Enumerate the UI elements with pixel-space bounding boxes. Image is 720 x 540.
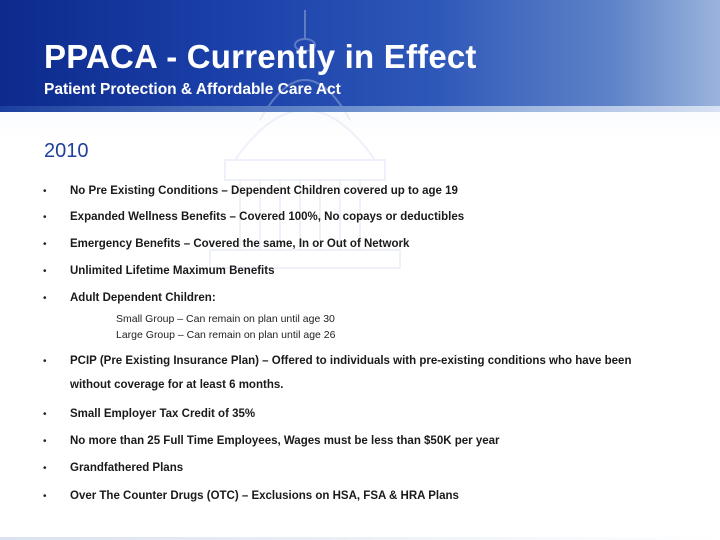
sub-item: Large Group – Can remain on plan until age 26 <box>116 329 336 341</box>
bullet-marker: • <box>43 186 47 197</box>
bullet-item: Emergency Benefits – Covered the same, In or Out of Network <box>70 238 410 250</box>
bullet-item: Expanded Wellness Benefits – Covered 100%, No copays or deductibles <box>70 211 465 223</box>
bullet-marker: • <box>43 293 47 304</box>
bullet-item: Grandfathered Plans <box>70 462 184 474</box>
sub-item: Small Group – Can remain on plan until age 30 <box>116 313 335 325</box>
bullet-marker: • <box>43 212 47 223</box>
bullet-marker: • <box>43 491 47 502</box>
bullet-item: Unlimited Lifetime Maximum Benefits <box>70 265 275 277</box>
bullet-item: No Pre Existing Conditions – Dependent Children covered up to age 19 <box>70 185 458 197</box>
bullet-item: Adult Dependent Children: <box>70 292 216 304</box>
bullet-item: No more than 25 Full Time Employees, Wages must be less than $50K per year <box>70 435 500 447</box>
slide-subtitle: Patient Protection & Affordable Care Act <box>44 81 341 98</box>
bullet-marker: • <box>43 436 47 447</box>
slide-title: PPACA - Currently in Effect <box>44 38 477 75</box>
bullet-item: Small Employer Tax Credit of 35% <box>70 408 256 420</box>
bullet-marker: • <box>43 409 47 420</box>
bullet-item: PCIP (Pre Existing Insurance Plan) – Offered to individuals with pre-existing conditions who have been <box>70 355 632 367</box>
bullet-item: Over The Counter Drugs (OTC) – Exclusions on HSA, FSA & HRA Plans <box>70 490 459 502</box>
bullet-marker: • <box>43 239 47 250</box>
bullet-marker: • <box>43 266 47 277</box>
bullet-marker: • <box>43 463 47 474</box>
section-year: 2010 <box>44 140 89 162</box>
bullet-item-continuation: without coverage for at least 6 months. <box>70 379 284 391</box>
bullet-marker: • <box>43 356 47 367</box>
